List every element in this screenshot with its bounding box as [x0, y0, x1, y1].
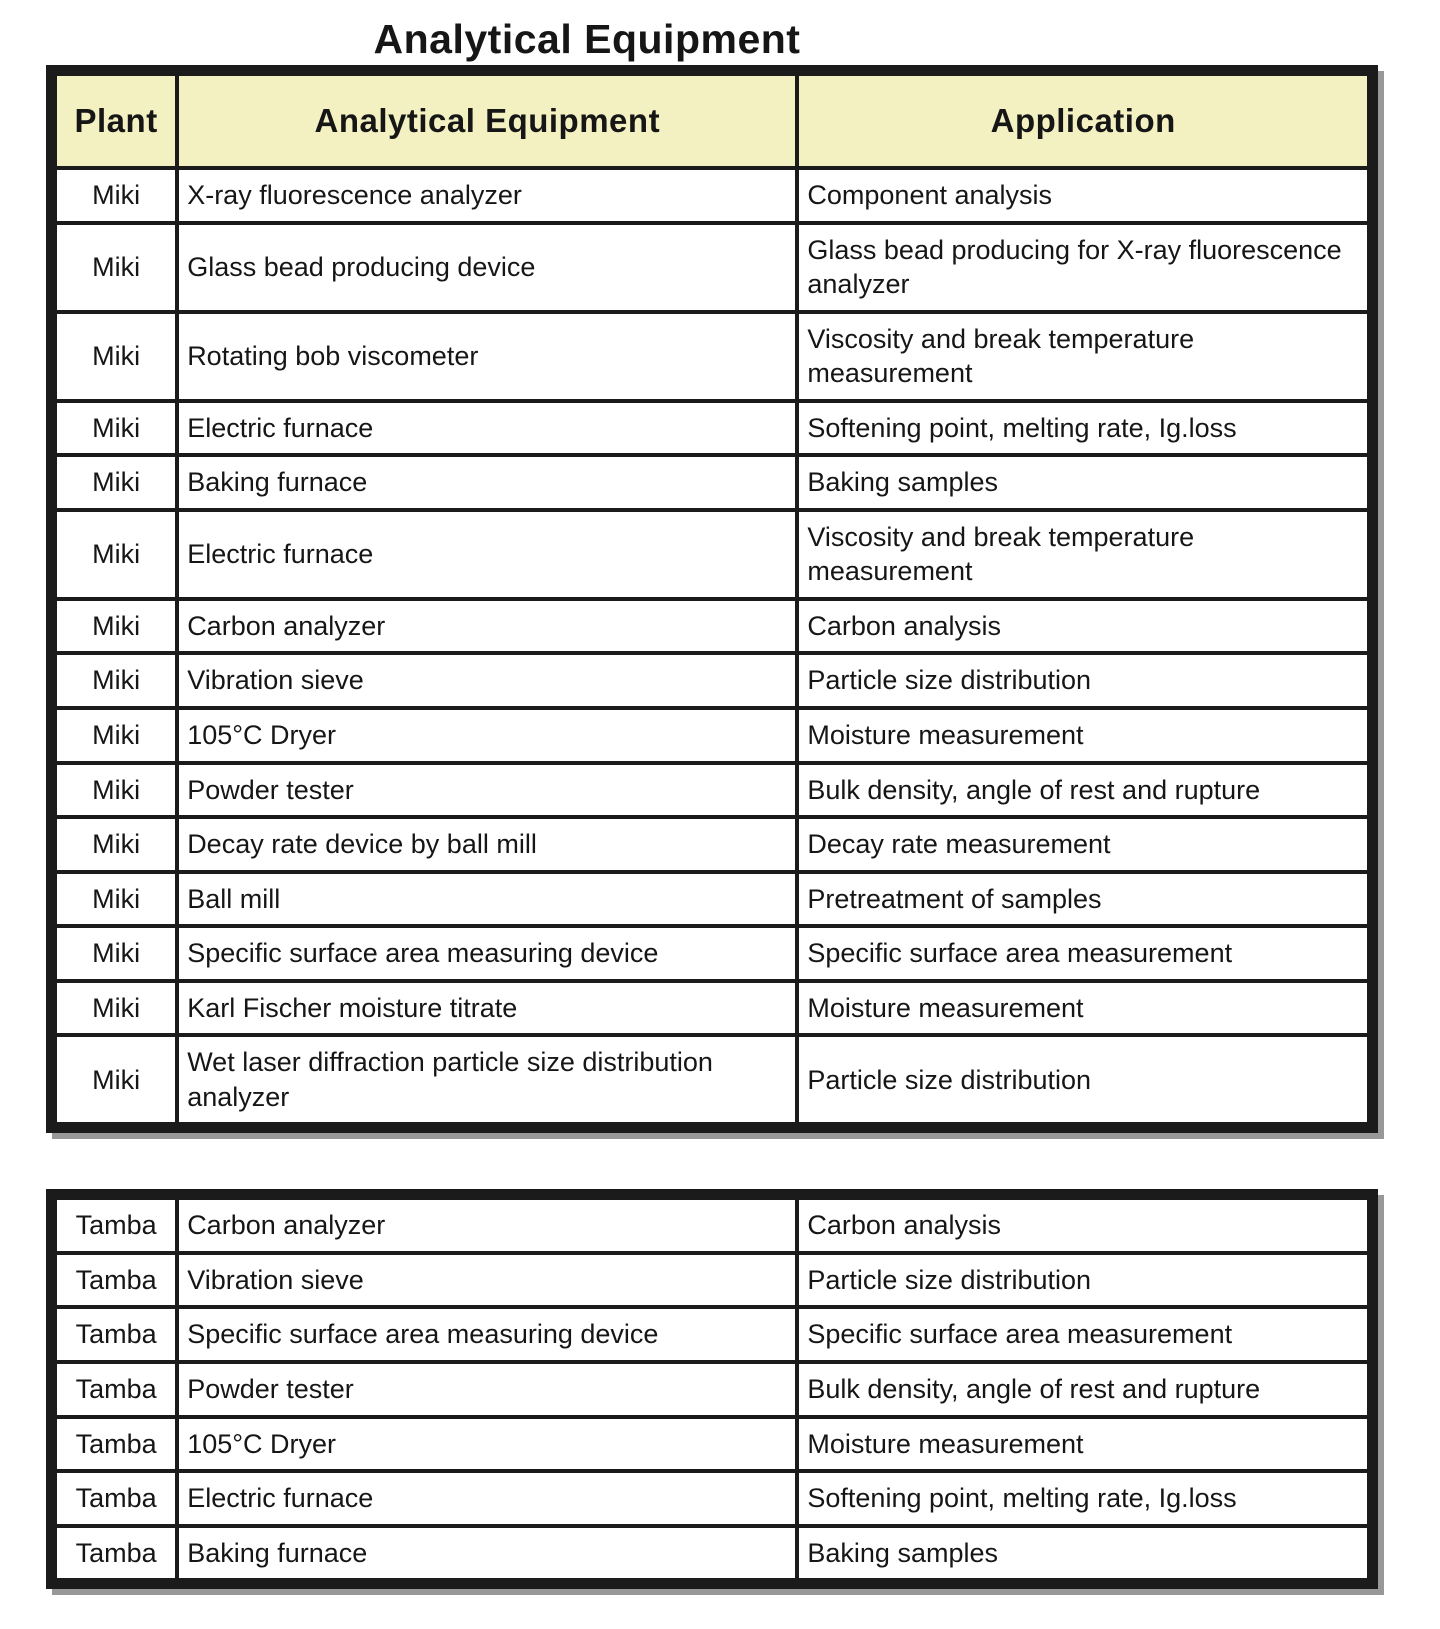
tamba-table	[46, 1189, 1378, 1589]
table-row	[55, 168, 1369, 223]
cell-equipment: Wet laser diffraction particle size distribution analyzer	[177, 1035, 797, 1124]
cell-plant: Miki	[55, 223, 177, 312]
cell-application: Viscosity and break temperature measurement	[797, 312, 1369, 401]
cell-application: Moisture measurement	[797, 1417, 1369, 1472]
cell-application: Particle size distribution	[797, 1035, 1369, 1124]
cell-equipment: Carbon analyzer	[177, 1198, 797, 1253]
header-analytical-equipment: Analytical Equipment	[177, 74, 797, 168]
table-row	[55, 312, 1369, 401]
cell-plant: Tamba	[55, 1526, 177, 1581]
cell-application: Specific surface area measurement	[797, 926, 1369, 981]
table-header	[55, 74, 1369, 168]
cell-plant: Miki	[55, 1035, 177, 1124]
cell-application: Carbon analysis	[797, 599, 1369, 654]
cell-equipment: X-ray fluorescence analyzer	[177, 168, 797, 223]
header-row	[55, 74, 1369, 168]
cell-plant: Tamba	[55, 1198, 177, 1253]
cell-plant: Miki	[55, 312, 177, 401]
table-row	[55, 1307, 1369, 1362]
cell-plant: Tamba	[55, 1417, 177, 1472]
cell-plant: Miki	[55, 401, 177, 456]
cell-equipment: Glass bead producing device	[177, 223, 797, 312]
cell-equipment: Baking furnace	[177, 1526, 797, 1581]
cell-plant: Miki	[55, 708, 177, 763]
table-row	[55, 1362, 1369, 1417]
cell-plant: Miki	[55, 926, 177, 981]
cell-equipment: Electric furnace	[177, 510, 797, 599]
cell-equipment: Specific surface area measuring device	[177, 1307, 797, 1362]
cell-plant: Miki	[55, 455, 177, 510]
page-title: Analytical Equipment	[373, 16, 801, 62]
cell-application: Specific surface area measurement	[797, 1307, 1369, 1362]
cell-equipment: Ball mill	[177, 872, 797, 927]
tamba-equipment-table	[53, 1196, 1371, 1582]
cell-application: Bulk density, angle of rest and rupture	[797, 1362, 1369, 1417]
cell-application: Baking samples	[797, 1526, 1369, 1581]
header-application: Application	[797, 74, 1369, 168]
table-row	[55, 1471, 1369, 1526]
cell-equipment: Rotating bob viscometer	[177, 312, 797, 401]
table-row	[55, 1526, 1369, 1581]
cell-application: Pretreatment of samples	[797, 872, 1369, 927]
cell-plant: Tamba	[55, 1307, 177, 1362]
table-row	[55, 401, 1369, 456]
cell-equipment: Electric furnace	[177, 1471, 797, 1526]
cell-equipment: Powder tester	[177, 1362, 797, 1417]
cell-plant: Tamba	[55, 1471, 177, 1526]
cell-application: Glass bead producing for X-ray fluorescence analyzer	[797, 223, 1369, 312]
table-row	[55, 223, 1369, 312]
cell-equipment: Baking furnace	[177, 455, 797, 510]
cell-application: Decay rate measurement	[797, 817, 1369, 872]
cell-equipment: Vibration sieve	[177, 1253, 797, 1308]
cell-equipment: Karl Fischer moisture titrate	[177, 981, 797, 1036]
miki-equipment-table	[53, 72, 1371, 1126]
table-row	[55, 1253, 1369, 1308]
table-row	[55, 455, 1369, 510]
table-row	[55, 817, 1369, 872]
cell-equipment: Carbon analyzer	[177, 599, 797, 654]
table-row	[55, 1035, 1369, 1124]
cell-equipment: Decay rate device by ball mill	[177, 817, 797, 872]
cell-plant: Miki	[55, 872, 177, 927]
table-row	[55, 510, 1369, 599]
cell-plant: Tamba	[55, 1253, 177, 1308]
tamba-table-body	[55, 1198, 1369, 1580]
cell-application: Bulk density, angle of rest and rupture	[797, 763, 1369, 818]
cell-plant: Miki	[55, 168, 177, 223]
cell-plant: Miki	[55, 981, 177, 1036]
cell-equipment: 105°C Dryer	[177, 708, 797, 763]
cell-application: Baking samples	[797, 455, 1369, 510]
table-row	[55, 653, 1369, 708]
cell-equipment: Vibration sieve	[177, 653, 797, 708]
cell-application: Particle size distribution	[797, 1253, 1369, 1308]
cell-application: Softening point, melting rate, Ig.loss	[797, 1471, 1369, 1526]
table-row	[55, 599, 1369, 654]
header-plant: Plant	[55, 74, 177, 168]
cell-application: Carbon analysis	[797, 1198, 1369, 1253]
table-row	[55, 926, 1369, 981]
miki-table	[46, 65, 1378, 1133]
cell-plant: Miki	[55, 763, 177, 818]
cell-plant: Tamba	[55, 1362, 177, 1417]
cell-plant: Miki	[55, 510, 177, 599]
cell-plant: Miki	[55, 817, 177, 872]
miki-table-body	[55, 168, 1369, 1124]
cell-application: Component analysis	[797, 168, 1369, 223]
cell-application: Softening point, melting rate, Ig.loss	[797, 401, 1369, 456]
cell-plant: Miki	[55, 653, 177, 708]
cell-plant: Miki	[55, 599, 177, 654]
cell-equipment: 105°C Dryer	[177, 1417, 797, 1472]
table-row	[55, 1198, 1369, 1253]
cell-application: Particle size distribution	[797, 653, 1369, 708]
cell-equipment: Specific surface area measuring device	[177, 926, 797, 981]
cell-application: Moisture measurement	[797, 708, 1369, 763]
cell-equipment: Powder tester	[177, 763, 797, 818]
cell-application: Moisture measurement	[797, 981, 1369, 1036]
table-row	[55, 872, 1369, 927]
table-row	[55, 708, 1369, 763]
table-row	[55, 981, 1369, 1036]
cell-equipment: Electric furnace	[177, 401, 797, 456]
table-row	[55, 1417, 1369, 1472]
table-row	[55, 763, 1369, 818]
cell-application: Viscosity and break temperature measurement	[797, 510, 1369, 599]
